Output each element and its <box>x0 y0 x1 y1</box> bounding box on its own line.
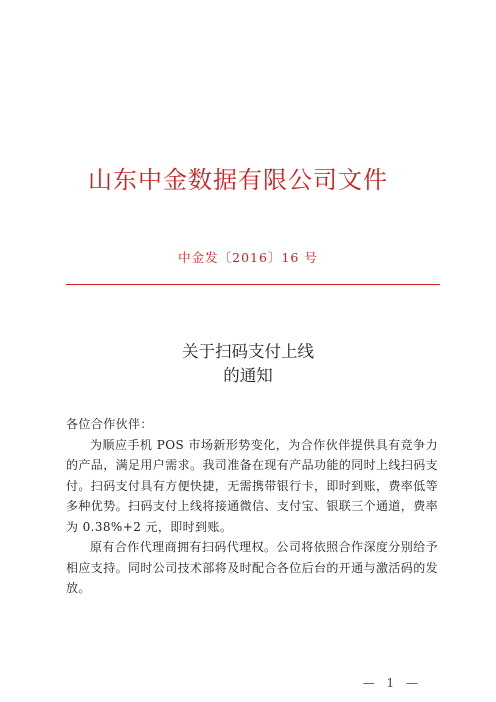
body-paragraph-2: 原有合作代理商拥有扫码代理权。公司将依照合作深度分别给予相应支持。同时公司技术部将及时配合各位后台的开通与激活码的发放。 <box>66 540 439 595</box>
salutation: 各位合作伙伴： <box>66 417 153 431</box>
page-number: — 1 — <box>362 676 422 690</box>
header-divider <box>66 284 440 285</box>
notice-title <box>0 340 496 388</box>
document-header-title: 山东中金数据有限公司文件 <box>88 166 388 194</box>
document-number: 中金发〔2016〕16 号 <box>178 250 318 265</box>
body-paragraph-1: 为顺应手机 POS 市场新形势变化，为合作伙伴提供具有竞争力的产品，满足用户需求。我司准备在现有产品功能的同时上线扫码支付。扫码支付具有方便快捷，无需携带银行卡，即时到账，费率低等多种优势。扫码支付上线将接通微信、支付宝、银联三个通道，费率为 0.38%+2 元，即时到账。 <box>66 437 439 534</box>
notice-title-line-1: 关于扫码支付上线 <box>182 342 314 361</box>
notice-body <box>66 414 438 599</box>
notice-title-line-2: 的通知 <box>223 366 273 385</box>
